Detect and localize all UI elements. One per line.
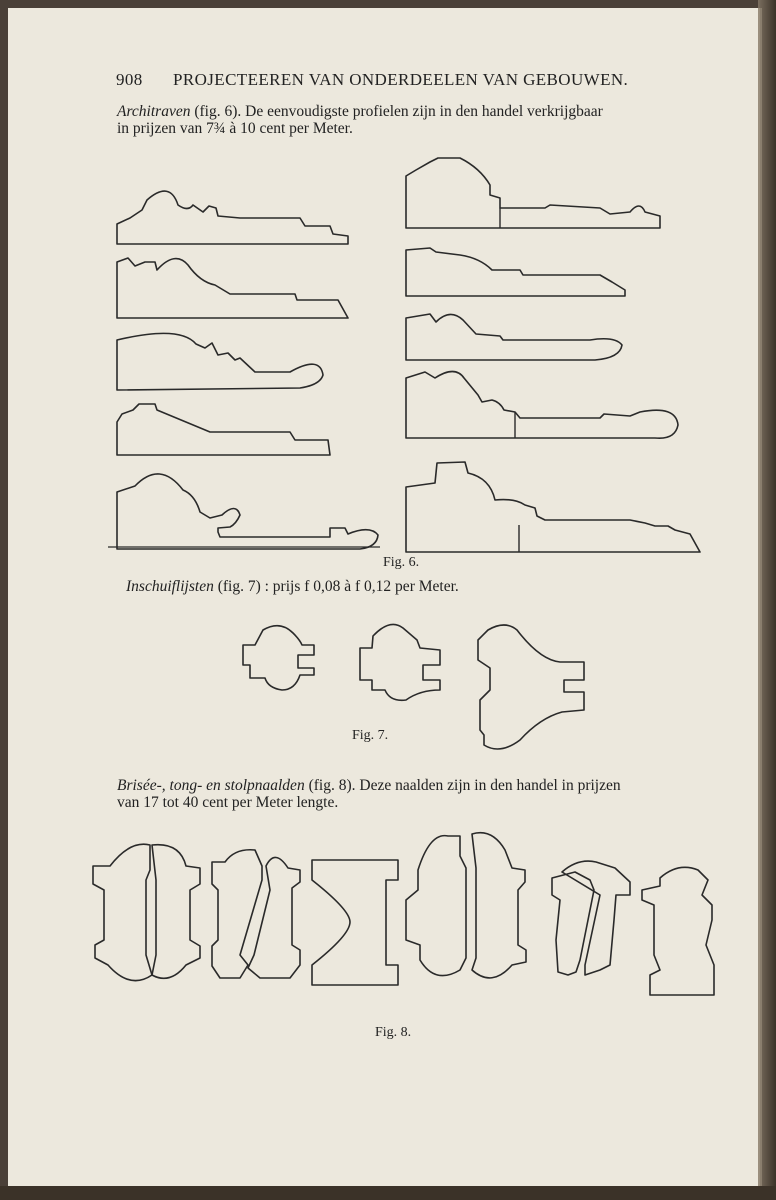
running-title: PROJECTEEREN VAN ONDERDEELEN VAN GEBOUWEN. (173, 70, 629, 89)
fig-7-caption: Fig. 7. (352, 728, 389, 743)
naald-profile-2 (152, 845, 200, 979)
page-number: 908 (116, 70, 143, 89)
term-inschuiflijsten: Inschuiflijsten (126, 578, 214, 595)
naald-profile-8 (562, 861, 630, 975)
term-brisee: Brisée-, tong- en stolpnaalden (117, 777, 305, 794)
fig-6-caption: Fig. 6. (383, 555, 420, 570)
naald-profile-1 (93, 844, 152, 980)
paragraph-text: (fig. 6). De eenvoudigste profielen zijn in den handel verkrijgbaar (190, 103, 603, 120)
naald-profile-5 (312, 860, 398, 985)
naald-profile-10 (642, 867, 714, 995)
naald-profile-6 (406, 836, 466, 976)
naald-profile-4 (248, 857, 300, 978)
paragraph-text: (fig. 7) : prijs f 0,08 à f 0,12 per Meter. (213, 578, 459, 595)
naald-profile-7 (472, 833, 526, 978)
naald-profile-3 (212, 850, 262, 978)
paragraph-line-2: van 17 tot 40 cent per Meter lengte. (117, 794, 339, 811)
paragraph-line-2: in prijzen van 7¾ à 10 cent per Meter. (117, 120, 353, 137)
term-architraven: Architraven (117, 103, 191, 120)
fig-8-caption: Fig. 8. (375, 1025, 412, 1040)
paragraph-text: (fig. 8). Deze naalden zijn in den handel in prijzen (304, 777, 621, 794)
